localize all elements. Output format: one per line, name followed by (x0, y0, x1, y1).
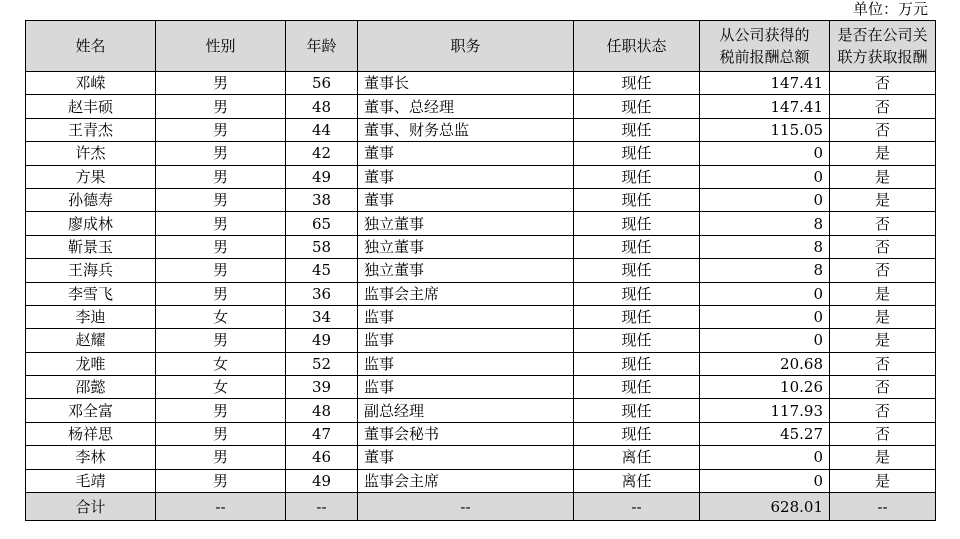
cell-name: 孙德寿 (26, 188, 156, 211)
cell-position: 监事 (358, 352, 574, 375)
cell-name: 邵懿 (26, 376, 156, 399)
total-status: -- (574, 493, 700, 521)
cell-pretax-pay: 20.68 (700, 352, 830, 375)
header-row (26, 21, 936, 72)
total-gender: -- (156, 493, 286, 521)
cell-gender: 男 (156, 469, 286, 492)
table-body (26, 72, 936, 521)
cell-gender: 男 (156, 142, 286, 165)
cell-name: 王海兵 (26, 259, 156, 282)
cell-name: 李林 (26, 446, 156, 469)
cell-pretax-pay: 0 (700, 282, 830, 305)
cell-age: 49 (286, 469, 358, 492)
cell-position: 独立董事 (358, 212, 574, 235)
header-gender: 性别 (156, 21, 286, 72)
header-related-pay-line1: 是否在公司关 (837, 26, 928, 44)
header-pretax-pay-line2: 税前报酬总额 (719, 48, 810, 66)
cell-related-pay: 否 (830, 118, 936, 141)
cell-related-pay: 否 (830, 212, 936, 235)
cell-age: 36 (286, 282, 358, 305)
cell-status: 现任 (574, 329, 700, 352)
cell-pretax-pay: 147.41 (700, 72, 830, 95)
table-row (26, 399, 936, 422)
cell-status: 离任 (574, 446, 700, 469)
compensation-table (25, 20, 936, 521)
cell-pretax-pay: 45.27 (700, 422, 830, 445)
cell-gender: 男 (156, 399, 286, 422)
header-related-pay-line2: 联方获取报酬 (837, 48, 928, 66)
cell-age: 49 (286, 165, 358, 188)
cell-status: 现任 (574, 72, 700, 95)
cell-age: 58 (286, 235, 358, 258)
cell-name: 赵丰硕 (26, 95, 156, 118)
cell-position: 监事 (358, 329, 574, 352)
cell-gender: 女 (156, 352, 286, 375)
cell-age: 39 (286, 376, 358, 399)
cell-pretax-pay: 0 (700, 329, 830, 352)
cell-position: 董事会秘书 (358, 422, 574, 445)
cell-name: 廖成林 (26, 212, 156, 235)
cell-age: 52 (286, 352, 358, 375)
cell-related-pay: 是 (830, 305, 936, 328)
table-row (26, 188, 936, 211)
cell-status: 现任 (574, 212, 700, 235)
table-row (26, 118, 936, 141)
table-row (26, 259, 936, 282)
cell-related-pay: 是 (830, 142, 936, 165)
cell-name: 方果 (26, 165, 156, 188)
total-age: -- (286, 493, 358, 521)
cell-gender: 男 (156, 259, 286, 282)
cell-age: 42 (286, 142, 358, 165)
cell-status: 现任 (574, 259, 700, 282)
cell-gender: 男 (156, 235, 286, 258)
cell-status: 现任 (574, 399, 700, 422)
cell-related-pay: 否 (830, 95, 936, 118)
table-row (26, 329, 936, 352)
cell-position: 董事长 (358, 72, 574, 95)
cell-pretax-pay: 117.93 (700, 399, 830, 422)
cell-name: 邓全富 (26, 399, 156, 422)
cell-gender: 女 (156, 305, 286, 328)
cell-status: 离任 (574, 469, 700, 492)
table-header (26, 21, 936, 72)
table-row (26, 165, 936, 188)
total-pay: 628.01 (700, 493, 830, 521)
cell-related-pay: 是 (830, 282, 936, 305)
cell-gender: 男 (156, 282, 286, 305)
cell-age: 47 (286, 422, 358, 445)
cell-pretax-pay: 0 (700, 165, 830, 188)
table-row (26, 422, 936, 445)
cell-position: 副总经理 (358, 399, 574, 422)
table-row (26, 282, 936, 305)
cell-position: 董事 (358, 142, 574, 165)
total-position: -- (358, 493, 574, 521)
cell-related-pay: 否 (830, 72, 936, 95)
cell-related-pay: 是 (830, 469, 936, 492)
cell-name: 邓嵘 (26, 72, 156, 95)
cell-status: 现任 (574, 118, 700, 141)
cell-related-pay: 否 (830, 235, 936, 258)
cell-related-pay: 否 (830, 422, 936, 445)
table-row (26, 446, 936, 469)
cell-name: 李迪 (26, 305, 156, 328)
header-position: 职务 (358, 21, 574, 72)
cell-position: 董事 (358, 188, 574, 211)
cell-related-pay: 否 (830, 399, 936, 422)
cell-related-pay: 否 (830, 259, 936, 282)
table-row (26, 72, 936, 95)
header-related-pay (830, 21, 936, 72)
cell-gender: 男 (156, 422, 286, 445)
cell-age: 45 (286, 259, 358, 282)
total-label: 合计 (26, 493, 156, 521)
cell-status: 现任 (574, 422, 700, 445)
cell-related-pay: 是 (830, 165, 936, 188)
cell-pretax-pay: 0 (700, 142, 830, 165)
cell-name: 李雪飞 (26, 282, 156, 305)
cell-pretax-pay: 0 (700, 469, 830, 492)
table-row (26, 95, 936, 118)
cell-name: 毛靖 (26, 469, 156, 492)
cell-gender: 女 (156, 376, 286, 399)
cell-pretax-pay: 8 (700, 235, 830, 258)
cell-status: 现任 (574, 142, 700, 165)
header-pretax-pay (700, 21, 830, 72)
cell-status: 现任 (574, 282, 700, 305)
table-row (26, 305, 936, 328)
cell-position: 董事 (358, 446, 574, 469)
cell-status: 现任 (574, 235, 700, 258)
cell-gender: 男 (156, 165, 286, 188)
cell-pretax-pay: 10.26 (700, 376, 830, 399)
cell-related-pay: 否 (830, 352, 936, 375)
cell-pretax-pay: 0 (700, 446, 830, 469)
total-row (26, 493, 936, 521)
cell-related-pay: 否 (830, 376, 936, 399)
cell-age: 46 (286, 446, 358, 469)
header-name: 姓名 (26, 21, 156, 72)
cell-age: 56 (286, 72, 358, 95)
cell-age: 34 (286, 305, 358, 328)
cell-status: 现任 (574, 95, 700, 118)
cell-related-pay: 是 (830, 188, 936, 211)
cell-position: 监事会主席 (358, 469, 574, 492)
cell-gender: 男 (156, 118, 286, 141)
cell-name: 许杰 (26, 142, 156, 165)
cell-name: 靳景玉 (26, 235, 156, 258)
cell-position: 董事、财务总监 (358, 118, 574, 141)
total-related: -- (830, 493, 936, 521)
cell-age: 49 (286, 329, 358, 352)
cell-status: 现任 (574, 165, 700, 188)
cell-gender: 男 (156, 446, 286, 469)
cell-age: 38 (286, 188, 358, 211)
cell-age: 48 (286, 95, 358, 118)
header-age: 年龄 (286, 21, 358, 72)
cell-pretax-pay: 0 (700, 188, 830, 211)
table-row (26, 235, 936, 258)
table-row (26, 352, 936, 375)
cell-name: 杨祥思 (26, 422, 156, 445)
cell-gender: 男 (156, 72, 286, 95)
cell-related-pay: 是 (830, 329, 936, 352)
cell-age: 48 (286, 399, 358, 422)
cell-age: 44 (286, 118, 358, 141)
table-row (26, 376, 936, 399)
cell-pretax-pay: 0 (700, 305, 830, 328)
header-pretax-pay-line1: 从公司获得的 (719, 26, 810, 44)
table-row (26, 212, 936, 235)
cell-name: 王青杰 (26, 118, 156, 141)
cell-name: 龙唯 (26, 352, 156, 375)
cell-position: 监事会主席 (358, 282, 574, 305)
cell-status: 现任 (574, 305, 700, 328)
cell-pretax-pay: 147.41 (700, 95, 830, 118)
cell-pretax-pay: 8 (700, 212, 830, 235)
cell-gender: 男 (156, 95, 286, 118)
header-status: 任职状态 (574, 21, 700, 72)
cell-pretax-pay: 8 (700, 259, 830, 282)
cell-position: 监事 (358, 376, 574, 399)
cell-name: 赵耀 (26, 329, 156, 352)
cell-gender: 男 (156, 212, 286, 235)
cell-age: 65 (286, 212, 358, 235)
cell-position: 董事 (358, 165, 574, 188)
cell-position: 监事 (358, 305, 574, 328)
table-row (26, 142, 936, 165)
cell-gender: 男 (156, 188, 286, 211)
cell-related-pay: 是 (830, 446, 936, 469)
cell-position: 董事、总经理 (358, 95, 574, 118)
cell-gender: 男 (156, 329, 286, 352)
cell-position: 独立董事 (358, 259, 574, 282)
table-row (26, 469, 936, 492)
cell-pretax-pay: 115.05 (700, 118, 830, 141)
cell-status: 现任 (574, 352, 700, 375)
cell-status: 现任 (574, 376, 700, 399)
unit-label: 单位：万元 (852, 0, 928, 18)
cell-status: 现任 (574, 188, 700, 211)
cell-position: 独立董事 (358, 235, 574, 258)
